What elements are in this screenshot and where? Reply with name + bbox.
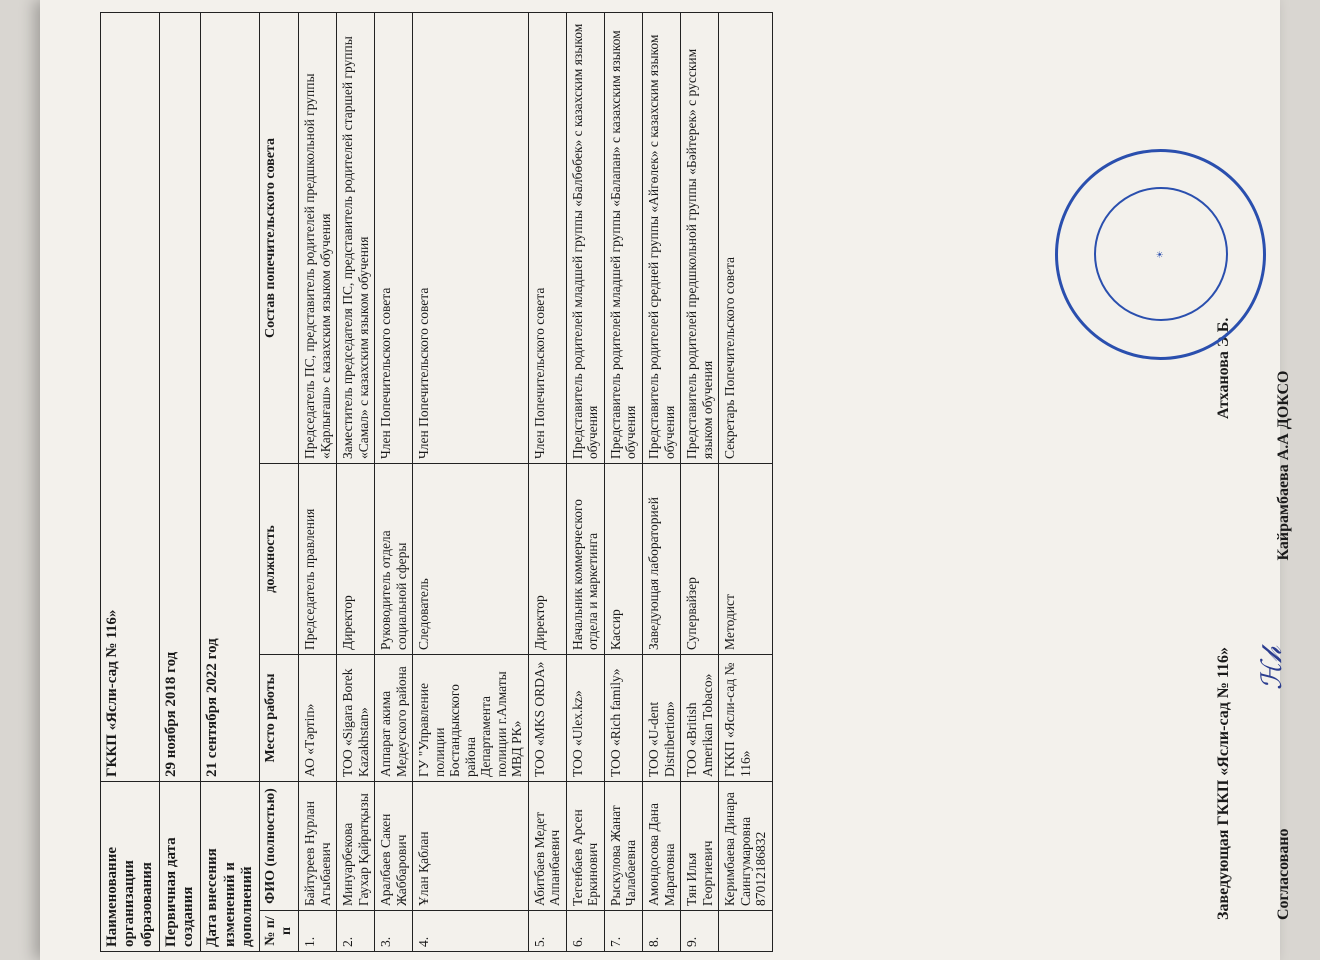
- row-work: ТОО «Sigara Borek Kazakhstan»: [337, 655, 375, 782]
- stamp-emblem-icon: ☀: [1094, 188, 1228, 322]
- row-composition: Заместитель председателя ПС, представитель родителей старшей группы «Самал» с казахским языком обучения: [337, 13, 375, 464]
- row-num: 6.: [566, 911, 604, 952]
- row-position: Методист: [719, 464, 773, 655]
- table-row: [299, 13, 337, 952]
- rotated-page: [40, 0, 1320, 960]
- row-fio: Байтуреев Нурлан Агыбаевич: [299, 782, 337, 911]
- row-composition: Представитель родителей младшей группы «Балбөбек» с казахским языком обучения: [566, 13, 604, 464]
- table-body: [299, 13, 772, 952]
- changed-label: Дата внесения изменений и дополнений: [201, 782, 260, 952]
- info-row-org: [101, 13, 160, 952]
- info-row-changed: [201, 13, 260, 952]
- row-position: Кассир: [604, 464, 642, 655]
- header-fio: ФИО (полностью): [260, 782, 299, 911]
- row-work: ГККП «Ясли-сад № 116»: [719, 655, 773, 782]
- org-value: ГККП «Ясли-сад № 116»: [101, 13, 160, 782]
- row-position: Председатель правления: [299, 464, 337, 655]
- row-composition: Член Попечительского совета: [375, 13, 413, 464]
- table-row: [375, 13, 413, 952]
- header-work: Место работы: [260, 655, 299, 782]
- row-work: ТОО «Rich family»: [604, 655, 642, 782]
- info-row-created: [159, 13, 201, 952]
- row-num: 7.: [604, 911, 642, 952]
- row-num: 9.: [681, 911, 719, 952]
- agreed-name: Кайрамбаева А.А: [1275, 433, 1292, 561]
- official-stamp-icon: [1055, 149, 1266, 360]
- table-row: [604, 13, 642, 952]
- table-row: [681, 13, 719, 952]
- row-work: ТОО «MKS ORDA»: [528, 655, 566, 782]
- row-position: Начальник коммерческого отдела и маркетинга: [566, 464, 604, 655]
- table-row: [719, 13, 773, 952]
- table-row: [566, 13, 604, 952]
- header-row: [260, 13, 299, 952]
- board-table: [100, 12, 773, 952]
- header-composition: Состав попечительского совета: [260, 13, 299, 464]
- head-signature-line: [1215, 318, 1233, 920]
- org-label: Наименование организации образования: [101, 782, 160, 952]
- header-num: № п/п: [260, 911, 299, 952]
- row-work: ГУ "Управление полиции Бостандыкского района Департамента полиции г.Алматы МВД РК»: [413, 655, 529, 782]
- row-num: 8.: [642, 911, 680, 952]
- row-fio: Керимбаева Динара Саингумаровна 87012186832: [719, 782, 773, 911]
- row-position: Следователь: [413, 464, 529, 655]
- row-fio: Ұлан Қаблан: [413, 782, 529, 911]
- created-label: Первичная дата создания: [159, 782, 201, 952]
- head-name: Атханова Э.Б.: [1215, 317, 1232, 419]
- row-work: ТОО «U-dent Distribertion»: [642, 655, 680, 782]
- row-composition: Член Попечительского совета: [528, 13, 566, 464]
- row-position: Руководитель отдела социальной сферы: [375, 464, 413, 655]
- document-paper: [40, 0, 1292, 960]
- row-position: Супервайзер: [681, 464, 719, 655]
- row-num: 5.: [528, 911, 566, 952]
- created-value: 29 ноября 2018 год: [159, 13, 201, 782]
- row-fio: Тян Илья Георгиевич: [681, 782, 719, 911]
- row-work: ТОО «British Amerikan Tobaco»: [681, 655, 719, 782]
- row-num: 1.: [299, 911, 337, 952]
- row-num: 4.: [413, 911, 529, 952]
- row-composition: Представитель родителей средней группы «Айгөлек» с казахским языком обучения: [642, 13, 680, 464]
- row-position: Директор: [528, 464, 566, 655]
- row-num: 2.: [337, 911, 375, 952]
- row-composition: Секретарь Попечительского совета: [719, 13, 773, 464]
- row-fio: Рыскулова Жанат Чалабаевна: [604, 782, 642, 911]
- table-row: [642, 13, 680, 952]
- row-composition: Представитель родителей младшей группы «Балапан» с казахским языком обучения: [604, 13, 642, 464]
- row-num: 3.: [375, 911, 413, 952]
- header-position: должность: [260, 464, 299, 655]
- agreed-org: ДОКСО: [1275, 370, 1292, 430]
- row-fio: Амондосова Дана Маратовна: [642, 782, 680, 911]
- row-fio: Минуарбекова Гаухар Қайратқызы: [337, 782, 375, 911]
- row-composition: Представитель родителей предшкольной группы «Бәйтерек» с русским языком обучения: [681, 13, 719, 464]
- row-composition: Член Попечительского совета: [413, 13, 529, 464]
- row-fio: Тегенбаев Арсен Еркинович: [566, 782, 604, 911]
- table-row: [337, 13, 375, 952]
- row-composition: Председатель ПС, представитель родителей предшкольной группы «Қарлығаш» с казахским языком обучения: [299, 13, 337, 464]
- table-row: [528, 13, 566, 952]
- table-row: [413, 13, 529, 952]
- handwritten-signature-icon: ℋ𝒽: [1255, 646, 1288, 690]
- row-num: [719, 911, 773, 952]
- row-position: Заведующая лабораторией: [642, 464, 680, 655]
- row-fio: Аралбаев Сакен Жаббарович: [375, 782, 413, 911]
- row-work: АО «Тәртіп»: [299, 655, 337, 782]
- head-line: Заведующая ГККП «Ясли-сад № 116»: [1215, 646, 1232, 920]
- row-position: Директор: [337, 464, 375, 655]
- agreed-label: Согласовано: [1275, 828, 1292, 920]
- row-work: ТОО «Ulex.kz»: [566, 655, 604, 782]
- changed-value: 21 сентября 2022 год: [201, 13, 260, 782]
- row-fio: Абитбаев Медет Алпанбаевич: [528, 782, 566, 911]
- row-work: Аппарат акима Медеуского района: [375, 655, 413, 782]
